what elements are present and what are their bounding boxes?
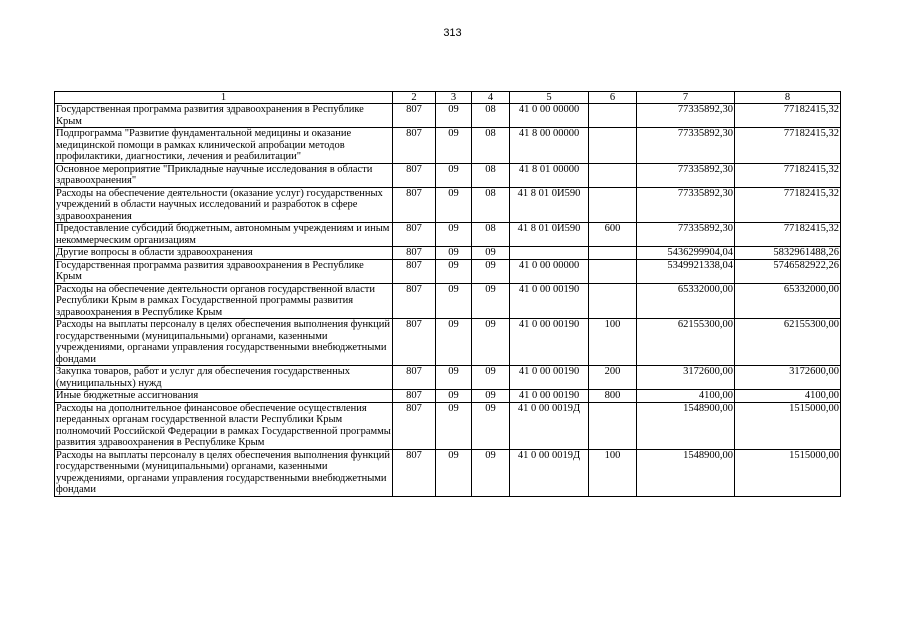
- section-cell: 09: [436, 402, 472, 449]
- expense-type-cell: 100: [589, 319, 637, 366]
- amount-year2-cell: 77182415,32: [735, 163, 841, 187]
- expense-type-cell: [589, 283, 637, 319]
- budget-table: [54, 91, 841, 497]
- subsection-cell: 09: [472, 319, 510, 366]
- expense-type-cell: [589, 163, 637, 187]
- admin-code-cell: 807: [393, 128, 436, 164]
- expense-type-cell: 800: [589, 390, 637, 403]
- amount-year1-cell: 1548900,00: [637, 402, 735, 449]
- section-cell: 09: [436, 259, 472, 283]
- target-article-cell: 41 0 00 0019Д: [510, 449, 589, 496]
- expense-type-cell: [589, 104, 637, 128]
- row-name-cell: Расходы на выплаты персоналу в целях обеспечения выполнения функций государственными (муниципальными) органами, казенными учреждениями, органами управления государственными внебюджетными фондами: [55, 319, 393, 366]
- amount-year1-cell: 62155300,00: [637, 319, 735, 366]
- table-row: [55, 449, 841, 496]
- section-cell: 09: [436, 223, 472, 247]
- column-header: 5: [510, 92, 589, 104]
- row-name-cell: Расходы на дополнительное финансовое обеспечение осуществления переданных органам государственной власти Республики Крым полномочий Российской Федерации в рамках Государственной программы развития здравоохранения в Республике Крым: [56, 402, 391, 448]
- subsection-cell: 08: [472, 128, 510, 164]
- subsection-cell: 09: [472, 247, 510, 260]
- table-row: [55, 283, 841, 319]
- admin-code-cell: 807: [393, 223, 436, 247]
- amount-year1-cell: 77335892,30: [637, 223, 735, 247]
- target-article-cell: 41 8 01 0И590: [510, 187, 589, 223]
- subsection-cell: 09: [472, 390, 510, 403]
- table-row: [55, 104, 841, 128]
- row-name-cell: Основное мероприятие "Прикладные научные исследования в области здравоохранения": [55, 163, 393, 187]
- column-header: 7: [637, 92, 735, 104]
- section-cell: 09: [436, 104, 472, 128]
- amount-year2-cell: 77182415,32: [735, 128, 841, 164]
- subsection-cell: 08: [472, 163, 510, 187]
- section-cell: 09: [436, 390, 472, 403]
- table-row: [55, 187, 841, 223]
- admin-code-cell: 807: [393, 283, 436, 319]
- column-header: 3: [436, 92, 472, 104]
- row-name-cell: Расходы на выплаты персоналу в целях обеспечения выполнения функций государственными (муниципальными) органами, казенными учреждениями, органами управления государственными внебюджетными фондами: [55, 449, 393, 496]
- amount-year2-cell: 1515000,00: [735, 449, 841, 496]
- amount-year1-cell: 3172600,00: [637, 366, 735, 390]
- amount-year1-cell: 1548900,00: [637, 449, 735, 496]
- target-article-cell: 41 0 00 0019Д: [510, 402, 589, 449]
- admin-code-cell: 807: [393, 104, 436, 128]
- table-row: [55, 390, 841, 403]
- table-row: [55, 319, 841, 366]
- subsection-cell: 09: [472, 259, 510, 283]
- table-row: [55, 128, 841, 164]
- row-name-cell: Государственная программа развития здравоохранения в Республике Крым: [55, 104, 393, 128]
- amount-year2-cell: 62155300,00: [735, 319, 841, 366]
- admin-code-cell: 807: [393, 163, 436, 187]
- row-name-cell: Расходы на обеспечение деятельности (оказание услуг) государственных учреждений в области научных исследований и разработок в сфере здравоохранения: [55, 187, 393, 223]
- target-article-cell: 41 0 00 00000: [510, 104, 589, 128]
- table-row: [55, 259, 841, 283]
- amount-year1-cell: 65332000,00: [637, 283, 735, 319]
- amount-year2-cell: 5832961488,26: [735, 247, 841, 260]
- admin-code-cell: 807: [393, 402, 436, 449]
- amount-year1-cell: 5349921338,04: [637, 259, 735, 283]
- column-header: 4: [472, 92, 510, 104]
- target-article-cell: [510, 247, 589, 260]
- section-cell: 09: [436, 187, 472, 223]
- expense-type-cell: [589, 128, 637, 164]
- admin-code-cell: 807: [393, 366, 436, 390]
- section-cell: 09: [436, 283, 472, 319]
- row-name-cell: Подпрограмма "Развитие фундаментальной медицины и оказание медицинской помощи в рамках клинической апробации методов профилактики, диагностики, лечения и реабилитации": [55, 128, 393, 164]
- subsection-cell: 09: [472, 449, 510, 496]
- subsection-cell: 09: [472, 283, 510, 319]
- page-number: 313: [443, 27, 462, 39]
- subsection-cell: 08: [472, 187, 510, 223]
- subsection-cell: 08: [472, 104, 510, 128]
- amount-year1-cell: 77335892,30: [637, 187, 735, 223]
- amount-year2-cell: 5746582922,26: [735, 259, 841, 283]
- section-cell: 09: [436, 366, 472, 390]
- amount-year1-cell: 77335892,30: [637, 128, 735, 164]
- subsection-cell: 09: [472, 402, 510, 449]
- amount-year2-cell: 1515000,00: [735, 402, 841, 449]
- target-article-cell: 41 0 00 00190: [510, 283, 589, 319]
- amount-year2-cell: 3172600,00: [735, 366, 841, 390]
- admin-code-cell: 807: [393, 187, 436, 223]
- target-article-cell: 41 0 00 00190: [510, 319, 589, 366]
- column-header: 2: [393, 92, 436, 104]
- expense-type-cell: [589, 247, 637, 260]
- amount-year1-cell: 77335892,30: [637, 163, 735, 187]
- table-row: [55, 223, 841, 247]
- section-cell: 09: [436, 247, 472, 260]
- table-row: [55, 366, 841, 390]
- amount-year1-cell: 4100,00: [637, 390, 735, 403]
- row-name-cell: Закупка товаров, работ и услуг для обеспечения государственных (муниципальных) нужд: [55, 366, 393, 390]
- row-name-cell: Государственная программа развития здравоохранения в Республике Крым: [55, 259, 393, 283]
- admin-code-cell: 807: [393, 449, 436, 496]
- expense-type-cell: 200: [589, 366, 637, 390]
- expense-type-cell: [589, 259, 637, 283]
- column-header: 8: [735, 92, 841, 104]
- row-name-cell: Другие вопросы в области здравоохранения: [55, 247, 393, 260]
- column-header: 6: [589, 92, 637, 104]
- section-cell: 09: [436, 163, 472, 187]
- table-row: [55, 402, 841, 449]
- header-row: [55, 92, 841, 104]
- column-header: 1: [55, 92, 393, 104]
- section-cell: 09: [436, 319, 472, 366]
- admin-code-cell: 807: [393, 259, 436, 283]
- expense-type-cell: [589, 402, 637, 449]
- target-article-cell: 41 0 00 00190: [510, 390, 589, 403]
- target-article-cell: 41 0 00 00000: [510, 259, 589, 283]
- target-article-cell: 41 8 00 00000: [510, 128, 589, 164]
- amount-year2-cell: 77182415,32: [735, 187, 841, 223]
- target-article-cell: 41 8 01 00000: [510, 163, 589, 187]
- expense-type-cell: [589, 187, 637, 223]
- subsection-cell: 08: [472, 223, 510, 247]
- amount-year2-cell: 77182415,32: [735, 104, 841, 128]
- expense-type-cell: 100: [589, 449, 637, 496]
- amount-year2-cell: 65332000,00: [735, 283, 841, 319]
- amount-year2-cell: 4100,00: [735, 390, 841, 403]
- target-article-cell: 41 8 01 0И590: [510, 223, 589, 247]
- amount-year2-cell: 77182415,32: [735, 223, 841, 247]
- section-cell: 09: [436, 449, 472, 496]
- section-cell: 09: [436, 128, 472, 164]
- subsection-cell: 09: [472, 366, 510, 390]
- table-row: [55, 163, 841, 187]
- amount-year1-cell: 77335892,30: [637, 104, 735, 128]
- row-name-cell: Расходы на обеспечение деятельности органов государственной власти Республики Крым в рамках Государственной программы развития здравоохранения в Республике Крым: [55, 283, 393, 319]
- admin-code-cell: 807: [393, 319, 436, 366]
- row-name-cell: Иные бюджетные ассигнования: [55, 390, 393, 403]
- admin-code-cell: 807: [393, 247, 436, 260]
- table-row: [55, 247, 841, 260]
- admin-code-cell: 807: [393, 390, 436, 403]
- expense-type-cell: 600: [589, 223, 637, 247]
- amount-year1-cell: 5436299904,04: [637, 247, 735, 260]
- target-article-cell: 41 0 00 00190: [510, 366, 589, 390]
- row-name-cell: Предоставление субсидий бюджетным, автономным учреждениям и иным некоммерческим организациям: [55, 223, 393, 247]
